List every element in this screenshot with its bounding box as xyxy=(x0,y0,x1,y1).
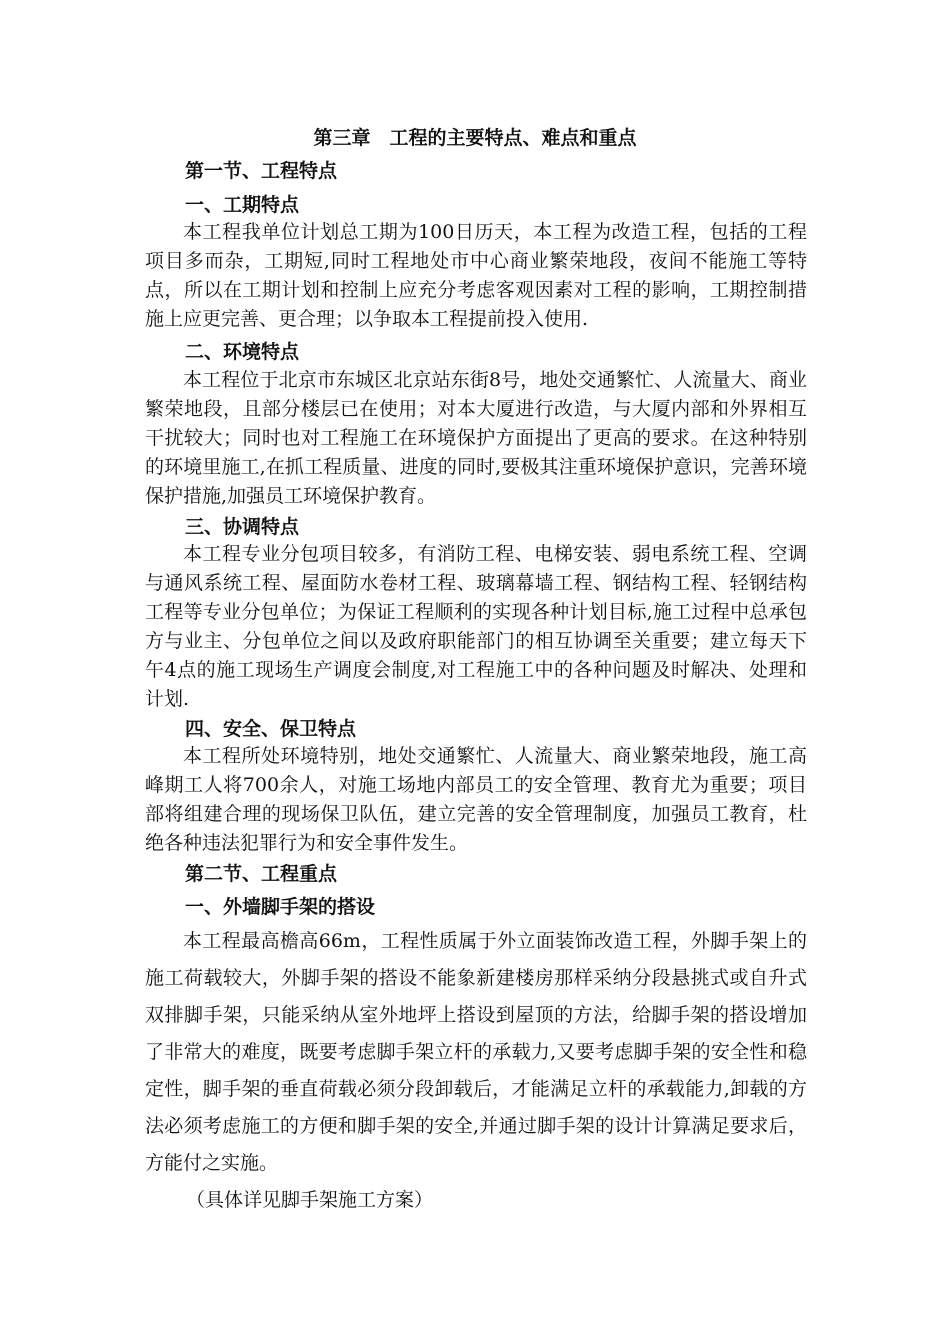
subheading-safety: 四、安全、保卫特点 xyxy=(185,718,357,740)
paragraph-environment: 本工程位于北京市东城区北京站东街8号，地处交通繁忙、人流量大、商业繁荣地段，且部分楼层已在使用；对本大厦进行改造，与大厦内部和外界相互干扰较大；同时也对工程施工在环境保护方面提出了更高的要求。在这种特别的环境里施工,在抓工程质量、进度的同时,要极其注重环境保护意识，完善环境保护措施,加强员工环境保护教育。 xyxy=(145,369,807,507)
subheading-coordination: 三、协调特点 xyxy=(185,516,300,538)
paragraph-schedule: 本工程我单位计划总工期为100日历天，本工程为改造工程，包括的工程项目多而杂，工期短,同时工程地处市中心商业繁荣地段，夜间不能施工等特点，所以在工期计划和控制上应充分考虑客观因素对工程的影响，工期控制措施上应更完善、更合理；以争取本工程提前投入使用. xyxy=(145,221,807,330)
chapter-title: 第三章 工程的主要特点、难点和重点 xyxy=(313,127,637,149)
section-heading-key-points: 第二节、工程重点 xyxy=(185,863,338,885)
section-heading-features: 第一节、工程特点 xyxy=(185,160,338,182)
subheading-scaffolding: 一、外墙脚手架的搭设 xyxy=(185,896,376,918)
paragraph-scaffolding: 本工程最高檐高66m，工程性质属于外立面装饰改造工程，外脚手架上的施工荷载较大，外脚手架的搭设不能象新建楼房那样采纳分段悬挑式或自升式双排脚手架，只能采纳从室外地坪上搭设到屋顶的方法，给脚手架的搭设增加了非常大的难度，既要考虑脚手架立杆的承载力,又要考虑脚手架的安全性和稳定性，脚手架的垂直荷载必须分段卸载后，才能满足立杆的承载能力,卸载的方法必须考虑施工的方便和脚手架的安全,并通过脚手架的设计计算满足要求后，方能付之实施。 xyxy=(145,930,807,1174)
paragraph-coordination: 本工程专业分包项目较多，有消防工程、电梯安装、弱电系统工程、空调与通风系统工程、屋面防水卷材工程、玻璃幕墙工程、钢结构工程、轻钢结构工程等专业分包单位；为保证工程顺利的实现各种计划目标,施工过程中总承包方与业主、分包单位之间以及政府职能部门的相互协调至关重要；建立每天下午4点的施工现场生产调度会制度,对工程施工中的各种问题及时解决、处理和计划. xyxy=(145,543,807,710)
subheading-schedule: 一、工期特点 xyxy=(185,194,300,216)
paragraph-safety: 本工程所处环境特别，地处交通繁忙、人流量大、商业繁荣地段，施工高峰期工人将700余人，对施工场地内部员工的安全管理、教育尤为重要；项目部将组建合理的现场保卫队伍，建立完善的安全管理制度，加强员工教育，杜绝各种违法犯罪行为和安全事件发生。 xyxy=(145,745,807,854)
subheading-environment: 二、环境特点 xyxy=(185,341,300,363)
scaffolding-plan-note: （具体详见脚手架施工方案） xyxy=(186,1189,434,1211)
